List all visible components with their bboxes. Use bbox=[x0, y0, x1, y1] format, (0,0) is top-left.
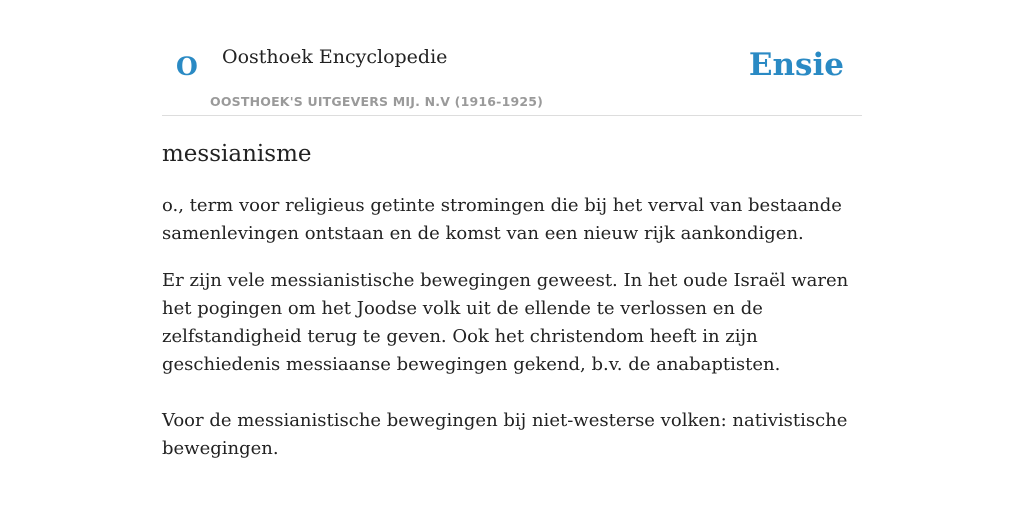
source-title[interactable]: Oosthoek Encyclopedie bbox=[222, 46, 448, 68]
entry-paragraph: Voor de messianistische bewegingen bij niet-westerse volken: nativistische bewegingen. bbox=[162, 410, 848, 459]
source-header bbox=[162, 0, 862, 116]
entry-paragraph: Er zijn vele messianistische bewegingen geweest. In het oude Israël waren het pogingen om het Joodse volk uit de ellende te verlossen en de zelfstandigheid terug te geven. Ook het christendom heeft in zijn geschiedenis messiaanse bewegingen gekend, b.v. de anabaptisten. bbox=[162, 270, 849, 375]
source-logo[interactable]: O bbox=[176, 52, 198, 81]
brand-logo-link[interactable]: Ensie bbox=[748, 47, 844, 83]
entry-headword: messianisme bbox=[162, 141, 312, 167]
entry-content bbox=[162, 137, 862, 463]
entry-paragraph: o., term voor religieus getinte stromingen die bij het verval van bestaande samenlevingen ontstaan en de komst van een nieuw rijk aankondigen. bbox=[162, 195, 842, 244]
publisher-label: OOSTHOEK'S UITGEVERS MIJ. N.V (1916-1925) bbox=[210, 94, 544, 109]
